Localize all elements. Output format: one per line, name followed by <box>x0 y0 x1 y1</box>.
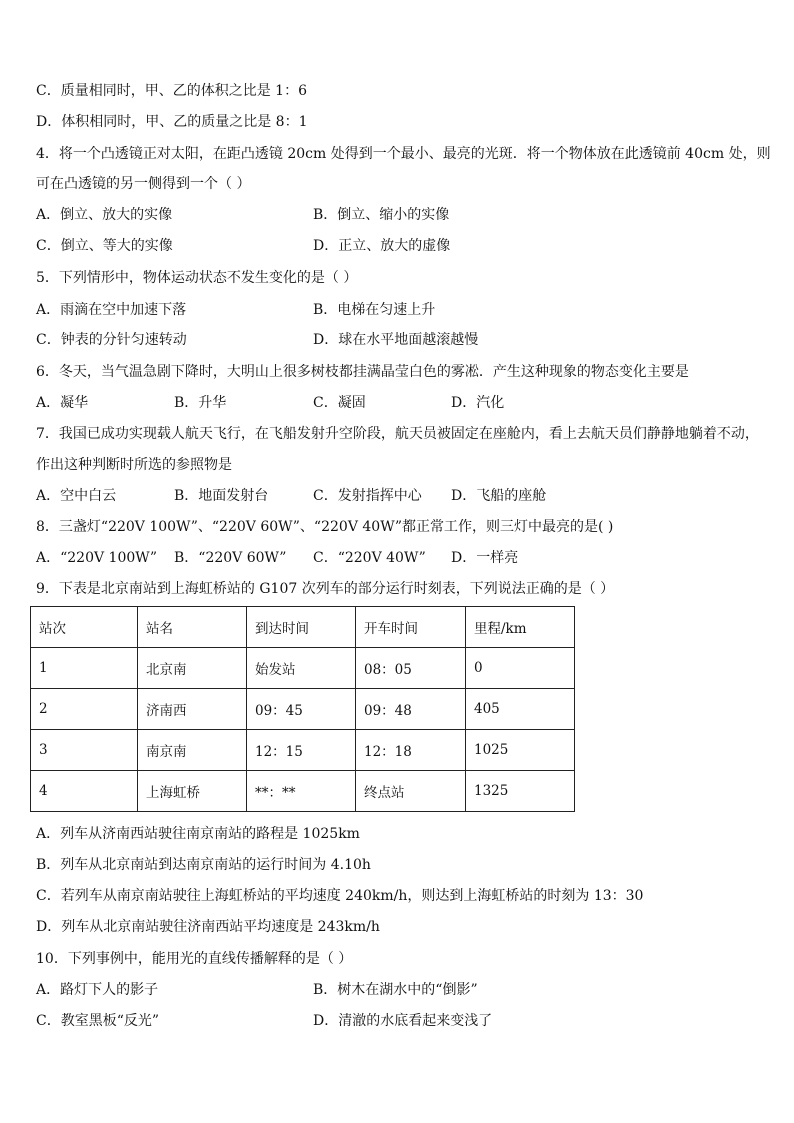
q10-option-a: A．路灯下人的影子 <box>36 982 159 998</box>
q7-option-d: D．飞船的座舱 <box>451 488 547 504</box>
q9-option-a: A．列车从济南西站驶往南京南站的路程是 1025km <box>36 826 360 842</box>
table-cell: 09：48 <box>356 689 466 730</box>
table-header-cell: 里程/km <box>466 607 575 648</box>
q9-stem: 9．下表是北京南站到上海虹桥站的 G107 次列车的部分运行时刻表，下列说法正确的是（ ） <box>36 581 615 597</box>
table-header-cell: 开车时间 <box>356 607 466 648</box>
q4-stem-line1: 4．将一个凸透镜正对太阳，在距凸透镜 20cm 处得到一个最小、最亮的光斑．将一个物体放在此透镜前 40cm 处，则 <box>36 146 771 162</box>
q3-option-d: D．体积相同时，甲、乙的质量之比是 8：1 <box>36 114 308 130</box>
q4-stem-line2: 可在凸透镜的另一侧得到一个（ ） <box>36 176 251 192</box>
table-cell: 2 <box>31 689 138 730</box>
q8-option-c: C．“220V 40W” <box>313 550 426 566</box>
table-cell: **：** <box>247 771 356 812</box>
q4-option-a: A．倒立、放大的实像 <box>36 207 173 223</box>
table-cell: 12：18 <box>356 730 466 771</box>
table-row <box>31 730 575 771</box>
q5-stem: 5．下列情形中，物体运动状态不发生变化的是（ ） <box>36 270 358 286</box>
table-cell: 0 <box>466 648 575 689</box>
table-cell: 3 <box>31 730 138 771</box>
table-cell: 1025 <box>466 730 575 771</box>
q9-option-b: B．列车从北京南站到达南京南站的运行时间为 4.10h <box>36 857 371 873</box>
q8-option-b: B．“220V 60W” <box>174 550 287 566</box>
q7-stem-line2: 作出这种判断时所选的参照物是 <box>36 457 232 473</box>
q5-option-c: C．钟表的分针匀速转动 <box>36 332 187 348</box>
table-row <box>31 771 575 812</box>
q6-stem: 6．冬天，当气温急剧下降时，大明山上很多树枝都挂满晶莹白色的雾凇．产生这种现象的物态变化主要是 <box>36 364 689 380</box>
q6-option-b: B．升华 <box>174 395 227 411</box>
table-header-row <box>31 607 575 648</box>
q10-option-d: D．清澈的水底看起来变浅了 <box>313 1013 493 1029</box>
table-cell: 405 <box>466 689 575 730</box>
table-cell: 终点站 <box>356 771 466 812</box>
q8-option-a: A．“220V 100W” <box>36 550 158 566</box>
q7-option-a: A．空中白云 <box>36 488 117 504</box>
table-header-cell: 到达时间 <box>247 607 356 648</box>
table-cell: 12：15 <box>247 730 356 771</box>
table-cell: 09：45 <box>247 689 356 730</box>
table-cell: 08：05 <box>356 648 466 689</box>
table-cell: 上海虹桥 <box>138 771 247 812</box>
table-cell: 1 <box>31 648 138 689</box>
table-cell: 北京南 <box>138 648 247 689</box>
table-cell: 4 <box>31 771 138 812</box>
table-row <box>31 689 575 730</box>
q6-option-d: D．汽化 <box>451 395 505 411</box>
q8-stem: 8．三盏灯“220V 100W”、“220V 60W”、“220V 40W”都正常工作，则三灯中最亮的是( ) <box>36 519 614 535</box>
table-cell: 济南西 <box>138 689 247 730</box>
q5-option-d: D．球在水平地面越滚越慢 <box>313 332 479 348</box>
q5-option-a: A．雨滴在空中加速下落 <box>36 302 187 318</box>
q4-option-c: C．倒立、等大的实像 <box>36 238 173 254</box>
table-cell: 1325 <box>466 771 575 812</box>
q8-option-d: D．一样亮 <box>451 550 519 566</box>
q9-option-d: D．列车从北京南站驶往济南西站平均速度是 243km/h <box>36 919 380 935</box>
table-header-cell: 站名 <box>138 607 247 648</box>
q6-option-a: A．凝华 <box>36 395 89 411</box>
table-header-cell: 站次 <box>31 607 138 648</box>
table-row <box>31 648 575 689</box>
q7-stem-line1: 7．我国已成功实现载人航天飞行，在飞船发射升空阶段，航天员被固定在座舱内，看上去航天员们静静地躺着不动， <box>36 426 759 442</box>
q9-option-c: C．若列车从南京南站驶往上海虹桥站的平均速度 240km/h，则达到上海虹桥站的时刻为 13：30 <box>36 888 644 904</box>
q7-option-c: C．发射指挥中心 <box>313 488 422 504</box>
q4-option-b: B．倒立、缩小的实像 <box>313 207 450 223</box>
q7-option-b: B．地面发射台 <box>174 488 269 504</box>
table-cell: 始发站 <box>247 648 356 689</box>
q4-option-d: D．正立、放大的虚像 <box>313 238 451 254</box>
q10-option-c: C．教室黑板“反光” <box>36 1013 160 1029</box>
q10-stem: 10．下列事例中，能用光的直线传播解释的是（ ） <box>36 951 353 967</box>
table-cell: 南京南 <box>138 730 247 771</box>
train-timetable <box>30 606 575 812</box>
q5-option-b: B．电梯在匀速上升 <box>313 302 436 318</box>
q10-option-b: B．树木在湖水中的“倒影” <box>313 982 478 998</box>
q3-option-c: C．质量相同时，甲、乙的体积之比是 1：6 <box>36 83 307 99</box>
q6-option-c: C．凝固 <box>313 395 366 411</box>
